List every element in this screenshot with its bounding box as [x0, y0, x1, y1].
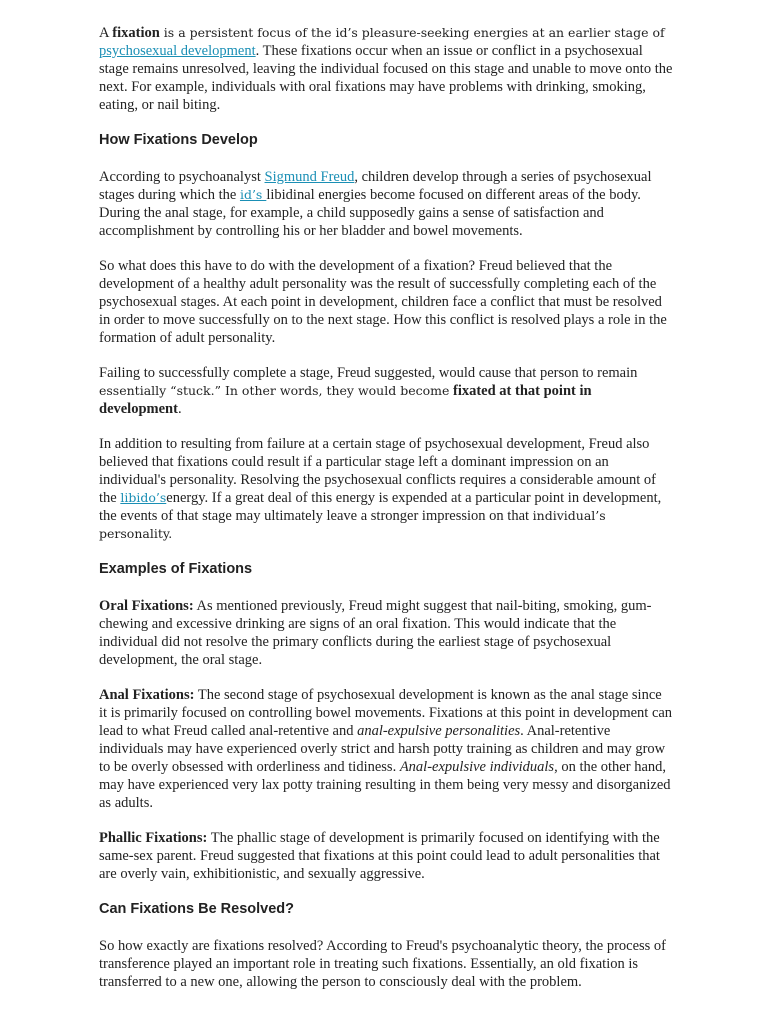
- oral-fixations-paragraph: [99, 597, 673, 669]
- develop-p3-text-alt: essentially “stuck.” In other words, they would become: [99, 383, 450, 398]
- develop-p3-text-c: .: [177, 401, 182, 417]
- intro-text-end: . These fixations occur when an issue or conflict in a psychosexual stage remains unresolved, leaving the individual focused on this stage and unable to move onto the next. For example, individuals with oral fixations may have problems with drinking, smoking, eating, or nail biting.: [99, 43, 673, 113]
- article: [99, 24, 673, 1008]
- link-ids[interactable]: id’s: [239, 187, 267, 202]
- intro-paragraph: [99, 24, 673, 114]
- heading-examples-of-fixations: Examples of Fixations: [99, 561, 253, 577]
- intro-text: is a persistent focus of the id’s pleasure-seeking energies at an earlier stage of: [159, 25, 665, 40]
- term-anal-expulsive-personalities: anal-expulsive personalities: [357, 723, 521, 739]
- anal-fixations-label: Anal Fixations:: [99, 687, 195, 703]
- term-fixated: fixated at that point in development: [99, 383, 592, 417]
- anal-text-b: . Anal-retentive individuals may have experienced overly strict and harsh potty training as children and may grow to be overly obsessed with orderliness and tidiness.: [99, 723, 666, 775]
- develop-p1-text-a: According to psychoanalyst: [99, 169, 265, 185]
- resolved-paragraph: So how exactly are fixations resolved? According to Freud's psychoanalytic theory, the process of transference played an important role in treating such fixations. Essentially, an old fixation is transferred to a new one, allowing the person to consciously deal with the problem.: [99, 938, 667, 990]
- develop-p3-text-a: Failing to successfully complete a stage, Freud suggested, would cause that person to remain: [99, 365, 638, 381]
- link-psychosexual-development[interactable]: psychosexual development: [99, 43, 256, 59]
- develop-p4-text-a: In addition to resulting from failure at a certain stage of psychosexual development, Freud also believed that fixations could result if a particular stage left a dominant impression on an individual's personality. Resolving the psychosexual conflicts requires a considerable amount of the: [99, 436, 656, 506]
- oral-fixations-text: As mentioned previously, Freud might suggest that nail-biting, smoking, gum-chewing and excessive drinking are signs of an oral fixation. This would indicate that the individual did not resolve the primary conflicts during the earliest stage of psychosexual development, the oral stage.: [99, 598, 652, 668]
- phallic-fixations-text: The phallic stage of development is primarily focused on identifying with the same-sex parent. Freud suggested that fixations at this point could lead to adult personalities that are overly vain, exhibitionistic, and sexually aggressive.: [99, 830, 660, 882]
- anal-fixations-paragraph: [99, 686, 673, 812]
- develop-paragraph-2: So what does this have to do with the development of a fixation? Freud believed that the development of a healthy adult personality was the result of successfully completing each of the psychosexual stages. At each point in development, children face a conflict that must be resolved in order to move successfully on to the next stage. How this conflict is resolved plays a role in the formation of adult personality.: [99, 258, 667, 346]
- develop-p1-text-c: libidinal energies become focused on different areas of the body. During the anal stage, for example, a child supposedly gains a sense of satisfaction and accomplishment by controlling his or her bladder and bowel movements.: [99, 187, 641, 239]
- heading-can-fixations-be-resolved: Can Fixations Be Resolved?: [99, 901, 294, 917]
- develop-p4-text-alt: individual’s personality.: [99, 508, 606, 541]
- heading-how-fixations-develop: How Fixations Develop: [99, 132, 258, 148]
- phallic-fixations-paragraph: [99, 829, 673, 883]
- link-sigmund-freud[interactable]: Sigmund Freud: [264, 169, 355, 185]
- develop-paragraph-1: [99, 168, 673, 240]
- anal-text-c: , on the other hand, may have experienced very lax potty training resulting in them being very messy and disorganized as adults.: [99, 759, 671, 811]
- anal-text-a: The second stage of psychosexual development is known as the anal stage since it is primarily focused on controlling bowel movements. Fixations at this point in development can lead to what Freud called anal-retentive and: [99, 687, 673, 739]
- develop-paragraph-3: [99, 364, 673, 418]
- oral-fixations-label: Oral Fixations:: [99, 598, 194, 614]
- develop-p1-text-b: , children develop through a series of psychosexual stages during which the: [99, 169, 652, 203]
- term-anal-expulsive-individuals: Anal-expulsive individuals: [399, 759, 555, 775]
- term-fixation: fixation: [112, 25, 160, 41]
- develop-paragraph-4: [99, 435, 673, 543]
- phallic-fixations-label: Phallic Fixations:: [99, 830, 208, 846]
- develop-p4-text-b: energy. If a great deal of this energy is expended at a particular point in development, the events of that stage may ultimately leave a stronger impression on that: [99, 490, 662, 524]
- link-libidos[interactable]: libido’s: [120, 490, 167, 505]
- intro-text-start: A: [99, 25, 113, 41]
